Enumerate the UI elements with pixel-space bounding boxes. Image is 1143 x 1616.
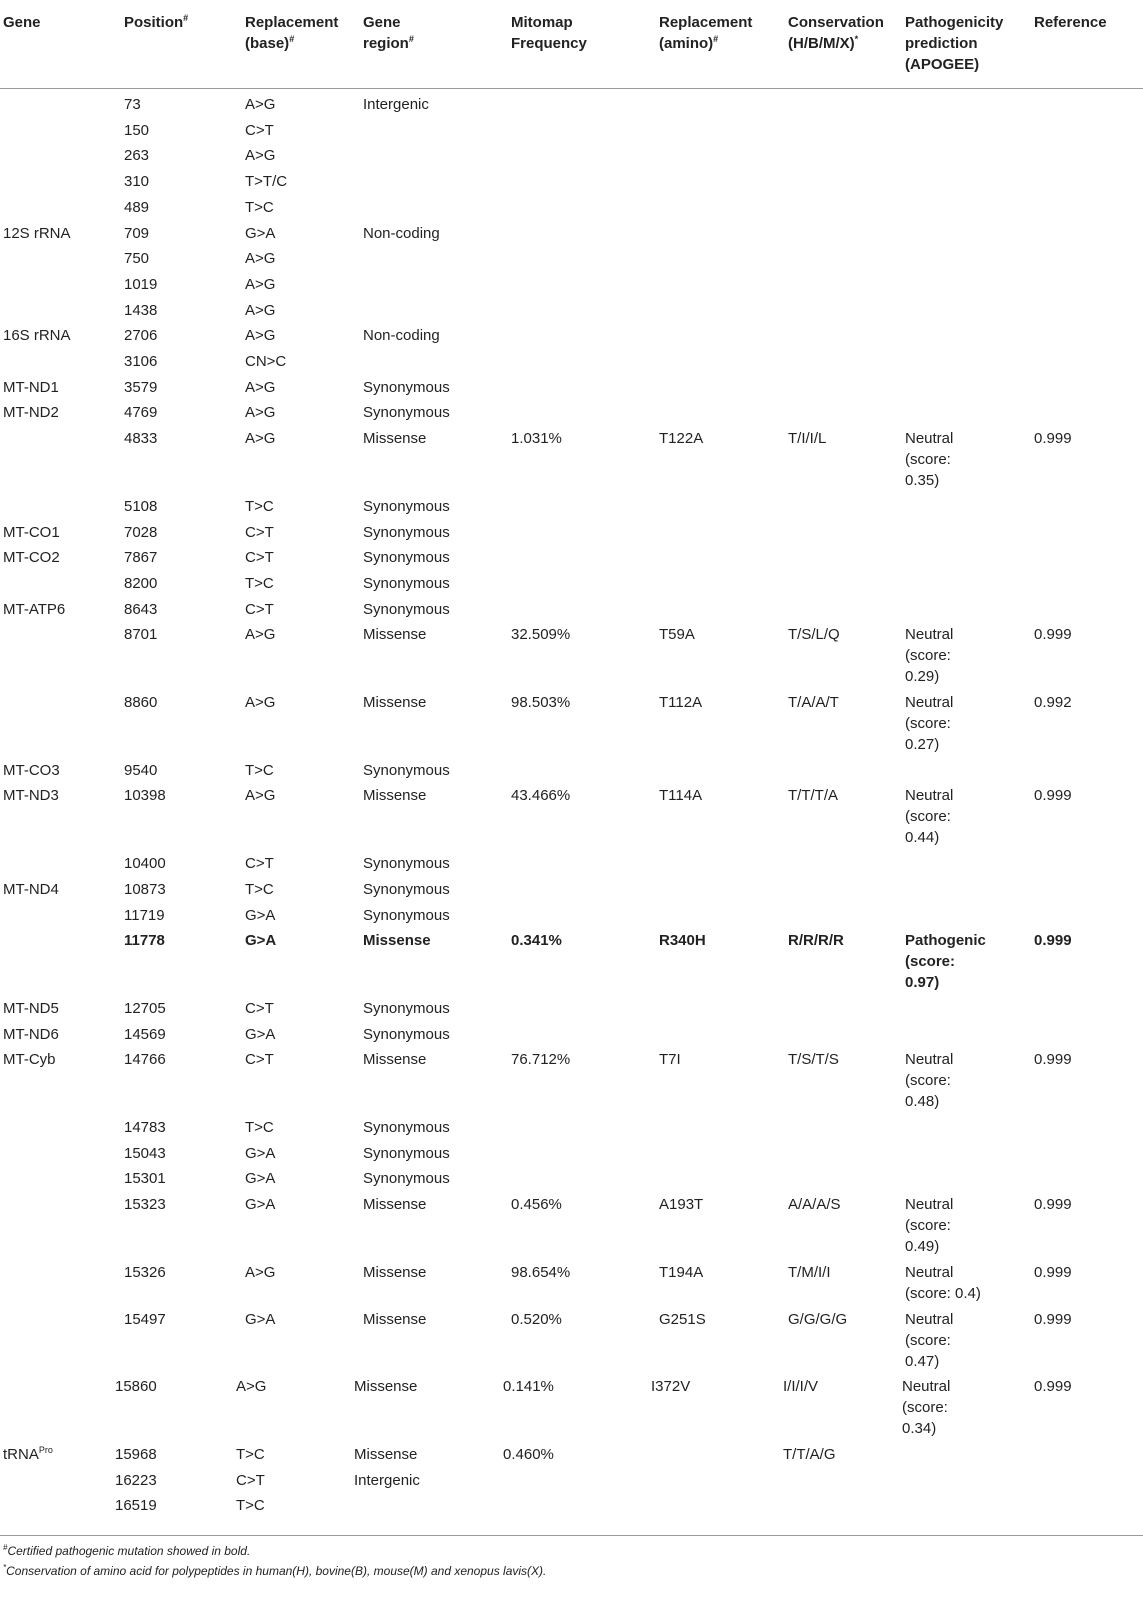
table-row — [0, 930, 1143, 998]
cell-ref: 0.999 — [1034, 932, 1072, 950]
cell-ref: 0.999 — [1034, 430, 1072, 448]
cell-position: 8200 — [124, 574, 158, 592]
cell-region: Intergenic — [363, 96, 429, 113]
cell-position: 5108 — [124, 497, 158, 515]
cell-region: Synonymous — [363, 574, 450, 592]
cell-base: T>C — [245, 198, 274, 216]
cell-region: Synonymous — [363, 523, 450, 541]
cell-amino: T7I — [659, 1051, 681, 1069]
cell-region: Missense — [363, 932, 431, 950]
cell-pathogenicity — [902, 1376, 950, 1439]
cell-base: G>A — [245, 1144, 276, 1162]
table-row — [0, 1049, 1143, 1117]
cell-base: A>G — [245, 1263, 276, 1281]
table-row — [0, 351, 1143, 377]
cell-gene: MT-ND6 — [3, 1025, 59, 1043]
cell-pathogenicity-line: (score: — [905, 1217, 951, 1235]
footnote-bold: #Certified pathogenic mutation showed in bold. — [3, 1543, 251, 1558]
cell-region: Synonymous — [363, 880, 450, 898]
cell-position: 15497 — [124, 1310, 166, 1328]
cell-base: A>G — [245, 787, 276, 805]
cell-region: Missense — [363, 626, 427, 644]
cell-gene: MT-Cyb — [3, 1051, 56, 1069]
header-gene: Gene — [3, 14, 41, 31]
table-row — [0, 325, 1143, 351]
cell-pathogenicity-line: Neutral — [905, 1310, 954, 1328]
cell-cons: A/A/A/S — [788, 1196, 841, 1214]
cell-position: 73 — [124, 96, 141, 113]
cell-region: Synonymous — [363, 378, 450, 396]
cell-amino: T194A — [659, 1263, 704, 1281]
cell-region: Synonymous — [363, 1119, 450, 1136]
table-row — [0, 171, 1143, 197]
cell-pathogenicity-line: Neutral — [902, 1378, 951, 1396]
cell-amino: T114A — [659, 787, 703, 805]
cell-position: 10873 — [124, 880, 166, 898]
table-row — [0, 274, 1143, 300]
cell-gene-superscript: Pro — [38, 1444, 53, 1455]
cell-position: 709 — [124, 224, 150, 242]
header-pathogenicity: Pathogenicity prediction (APOGEE) — [905, 14, 1004, 73]
table-row — [0, 248, 1143, 274]
cell-position: 11719 — [124, 906, 165, 924]
cell-gene: MT-CO3 — [3, 761, 60, 779]
cell-pathogenicity-line: (score: — [905, 1331, 951, 1349]
table-bottom-rule — [0, 1535, 1143, 1536]
cell-region: Synonymous — [363, 1144, 450, 1162]
cell-cons: G/G/G/G — [788, 1310, 848, 1328]
cell-pathogenicity — [905, 428, 953, 491]
cell-position: 15860 — [115, 1378, 157, 1396]
cell-position: 8643 — [124, 600, 158, 618]
table-row — [0, 573, 1143, 599]
cell-position: 750 — [124, 250, 150, 268]
cell-cons: I/I/I/V — [783, 1378, 819, 1396]
cell-amino: T122A — [659, 430, 704, 448]
cell-position: 14766 — [124, 1051, 166, 1069]
cell-pathogenicity — [905, 1049, 953, 1112]
cell-ref: 0.999 — [1034, 1196, 1072, 1214]
table-row — [0, 496, 1143, 522]
cell-amino: I372V — [651, 1378, 691, 1396]
header-position: Position# — [124, 13, 189, 31]
cell-position: 4833 — [124, 430, 158, 448]
cell-position: 15968 — [115, 1445, 157, 1463]
cell-freq: 1.031% — [511, 430, 562, 448]
cell-base: A>G — [245, 250, 276, 268]
cell-base: A>G — [245, 694, 276, 711]
table-row — [0, 120, 1143, 146]
cell-pathogenicity-line: 0.47) — [905, 1352, 940, 1370]
cell-base: A>G — [245, 404, 276, 422]
cell-position: 8701 — [124, 626, 158, 644]
cell-region: Synonymous — [363, 600, 450, 618]
table-row — [0, 300, 1143, 326]
cell-gene: 16S rRNA — [3, 327, 71, 345]
cell-gene: MT-CO1 — [3, 523, 60, 541]
header-conservation: Conservation (H/B/M/X)* — [788, 14, 884, 52]
cell-position: 1019 — [124, 275, 158, 293]
cell-base: A>G — [245, 378, 276, 396]
table-row — [0, 1194, 1143, 1262]
table-row — [0, 905, 1143, 931]
cell-region: Synonymous — [363, 497, 450, 515]
cell-base: C>T — [245, 999, 274, 1017]
cell-position: 11778 — [124, 932, 165, 950]
table-row — [0, 402, 1143, 428]
cell-ref: 0.999 — [1034, 626, 1072, 644]
cell-cons: T/T/T/A — [788, 787, 838, 805]
cell-position: 4769 — [124, 404, 158, 422]
table-row — [0, 1309, 1143, 1377]
cell-position: 15326 — [124, 1263, 166, 1281]
cell-cons: T/I/I/L — [788, 430, 827, 448]
cell-base: G>A — [245, 1170, 276, 1188]
cell-base: C>T — [245, 600, 274, 618]
cell-region: Synonymous — [363, 549, 450, 567]
table-row — [0, 760, 1143, 786]
cell-position: 489 — [124, 198, 150, 216]
cell-pathogenicity-line: Pathogenic — [905, 932, 986, 950]
cell-region: Missense — [363, 787, 427, 805]
cell-pathogenicity-line: Neutral — [905, 694, 954, 711]
cell-cons: T/M/I/I — [788, 1263, 831, 1281]
cell-gene: MT-ATP6 — [3, 600, 66, 618]
cell-freq: 32.509% — [511, 626, 571, 644]
table-row — [0, 1376, 1143, 1444]
cell-ref: 0.999 — [1034, 1051, 1072, 1069]
cell-region: Missense — [354, 1378, 418, 1396]
cell-base: G>A — [245, 1310, 276, 1328]
cell-base: T>C — [245, 761, 274, 779]
cell-position: 1438 — [124, 301, 158, 319]
table-row — [0, 692, 1143, 760]
cell-base: A>G — [245, 275, 276, 293]
cell-pathogenicity-line: (score: — [902, 1399, 948, 1417]
table-row — [0, 377, 1143, 403]
cell-pathogenicity-line: 0.49) — [905, 1238, 940, 1256]
table-row — [0, 522, 1143, 548]
cell-ref: 0.999 — [1034, 1263, 1072, 1281]
cell-gene: MT-CO2 — [3, 549, 60, 567]
cell-base: C>T — [245, 1051, 274, 1069]
cell-cons: T/A/A/T — [788, 694, 839, 711]
cell-region: Synonymous — [363, 761, 450, 779]
cell-region: Intergenic — [354, 1471, 420, 1489]
cell-pathogenicity-line: 0.48) — [905, 1093, 940, 1111]
cell-position: 15043 — [124, 1144, 166, 1162]
header-replacement-amino: Replacement (amino)# — [659, 14, 753, 52]
cell-pathogenicity-line: Neutral — [905, 787, 954, 805]
footnote-conservation: *Conservation of amino acid for polypeptides in human(H), bovine(B), mouse(M) and xenopus lavis(X). — [3, 1563, 547, 1578]
cell-base: C>T — [236, 1471, 265, 1489]
cell-base: G>A — [245, 1196, 276, 1214]
cell-base: G>A — [245, 906, 276, 924]
table-row — [0, 145, 1143, 171]
cell-pathogenicity — [905, 624, 953, 687]
cell-pathogenicity-line: Neutral — [905, 626, 954, 644]
cell-cons: R/R/R/R — [788, 932, 844, 950]
cell-position: 8860 — [124, 694, 158, 711]
cell-region: Missense — [363, 694, 427, 711]
cell-position: 150 — [124, 121, 150, 139]
cell-gene: MT-ND5 — [3, 999, 59, 1017]
cell-amino: T59A — [659, 626, 695, 644]
cell-pathogenicity — [905, 1262, 981, 1304]
cell-freq: 0.141% — [503, 1378, 554, 1396]
cell-region: Synonymous — [363, 1025, 450, 1043]
cell-cons: T/T/A/G — [783, 1445, 836, 1463]
cell-pathogenicity — [905, 1309, 953, 1372]
cell-base: A>G — [245, 301, 276, 319]
cell-position: 310 — [124, 173, 150, 191]
cell-region: Synonymous — [363, 906, 450, 924]
cell-position: 16223 — [115, 1471, 157, 1489]
table-row — [0, 624, 1143, 692]
cell-position: 10400 — [124, 855, 166, 873]
cell-position: 7028 — [124, 523, 158, 541]
cell-base: C>T — [245, 523, 274, 541]
cell-base: A>G — [245, 626, 276, 644]
cell-base: T>C — [245, 1119, 274, 1136]
cell-freq: 98.654% — [511, 1263, 571, 1281]
cell-pathogenicity-line: (score: — [905, 715, 951, 732]
cell-pathogenicity-line: (score: — [905, 451, 951, 469]
cell-region: Missense — [363, 1310, 427, 1328]
cell-freq: 43.466% — [511, 787, 571, 805]
cell-freq: 0.520% — [511, 1310, 562, 1328]
cell-position: 9540 — [124, 761, 158, 779]
cell-gene: MT-ND4 — [3, 880, 59, 898]
cell-pathogenicity-line: 0.35) — [905, 472, 940, 490]
cell-cons: T/S/L/Q — [788, 626, 840, 644]
cell-base: G>A — [245, 224, 276, 242]
cell-ref: 0.999 — [1034, 1310, 1072, 1328]
cell-pathogenicity-line: (score: — [905, 647, 951, 665]
header-replacement-base: Replacement (base)# — [245, 14, 339, 52]
table-row — [0, 879, 1143, 905]
table-row — [0, 1024, 1143, 1050]
cell-base: T>C — [236, 1497, 265, 1515]
header-gene-region: Gene region# — [363, 14, 414, 52]
cell-base: A>G — [245, 96, 276, 113]
cell-base: C>T — [245, 121, 274, 139]
table-row — [0, 1444, 1143, 1470]
cell-pathogenicity-line: Neutral — [905, 1196, 954, 1214]
cell-amino: G251S — [659, 1310, 706, 1328]
cell-gene: tRNA$^{Pro}$ — [3, 1444, 53, 1463]
table-row — [0, 1168, 1143, 1194]
cell-region: Missense — [354, 1445, 418, 1463]
cell-position: 15301 — [124, 1170, 166, 1188]
cell-amino: A193T — [659, 1196, 704, 1214]
cell-region: Missense — [363, 1263, 427, 1281]
cell-amino: R340H — [659, 932, 706, 950]
cell-pathogenicity-line: 0.27) — [905, 736, 940, 753]
cell-freq: 0.460% — [503, 1445, 554, 1463]
cell-pathogenicity-line: 0.44) — [905, 829, 940, 847]
cell-freq: 76.712% — [511, 1051, 571, 1069]
cell-pathogenicity-line: Neutral — [905, 1263, 954, 1281]
cell-base: G>A — [245, 932, 277, 950]
table-row — [0, 1495, 1143, 1521]
cell-position: 16519 — [115, 1497, 157, 1515]
cell-base: C>T — [245, 549, 274, 567]
cell-base: T>T/C — [245, 173, 288, 191]
cell-base: A>G — [245, 147, 276, 165]
header-reference: Reference — [1034, 14, 1107, 31]
cell-base: A>G — [245, 327, 276, 345]
cell-gene: 12S rRNA — [3, 224, 71, 242]
cell-base: G>A — [245, 1025, 276, 1043]
cell-ref: 0.992 — [1034, 694, 1072, 711]
cell-position: 263 — [124, 147, 150, 165]
cell-base: A>G — [245, 430, 276, 448]
table-row — [0, 1143, 1143, 1169]
table-row — [0, 998, 1143, 1024]
table-row — [0, 547, 1143, 573]
table-row — [0, 1262, 1143, 1309]
cell-ref: 0.999 — [1034, 1378, 1072, 1396]
cell-pathogenicity-line: (score: 0.4) — [905, 1284, 981, 1302]
cell-position: 10398 — [124, 787, 166, 805]
table-row — [0, 1470, 1143, 1496]
cell-pathogenicity — [905, 692, 953, 755]
table-row — [0, 1117, 1143, 1143]
cell-base: T>C — [245, 497, 274, 515]
cell-base: CN>C — [245, 353, 287, 370]
table-row — [0, 223, 1143, 249]
cell-cons: T/S/T/S — [788, 1051, 839, 1069]
table-row — [0, 428, 1143, 496]
cell-pathogenicity-line: Neutral — [905, 1051, 954, 1069]
table-row — [0, 853, 1143, 879]
cell-region: Synonymous — [363, 999, 450, 1017]
table-header — [0, 0, 1143, 89]
cell-region: Synonymous — [363, 855, 450, 873]
cell-freq: 98.503% — [511, 694, 571, 711]
cell-freq: 0.456% — [511, 1196, 562, 1214]
cell-position: 2706 — [124, 327, 158, 345]
cell-pathogenicity — [905, 1194, 953, 1257]
cell-position: 12705 — [124, 999, 166, 1017]
cell-region: Non-coding — [363, 224, 440, 242]
cell-region: Missense — [363, 1051, 427, 1069]
cell-position: 3106 — [124, 353, 158, 370]
cell-pathogenicity-line: (score: — [905, 1072, 951, 1090]
cell-pathogenicity — [905, 930, 986, 993]
cell-pathogenicity-line: 0.29) — [905, 668, 940, 686]
cell-base: T>C — [245, 880, 274, 898]
cell-base: C>T — [245, 855, 274, 873]
cell-pathogenicity-line: (score: — [905, 953, 956, 971]
cell-freq: 0.341% — [511, 932, 562, 950]
cell-region: Missense — [363, 430, 427, 448]
cell-region: Synonymous — [363, 1170, 450, 1188]
cell-pathogenicity-line: 0.34) — [902, 1420, 937, 1438]
cell-position: 7867 — [124, 549, 158, 567]
cell-pathogenicity-line: Neutral — [905, 430, 954, 448]
cell-base: T>C — [245, 574, 274, 592]
cell-region: Missense — [363, 1196, 427, 1214]
header-mitomap-frequency: Mitomap Frequency — [511, 14, 587, 52]
cell-pathogenicity-line: 0.97) — [905, 974, 940, 992]
cell-pathogenicity-line: (score: — [905, 808, 951, 826]
cell-base: T>C — [236, 1445, 265, 1463]
table-row — [0, 785, 1143, 853]
cell-position: 15323 — [124, 1196, 166, 1214]
cell-region: Non-coding — [363, 327, 440, 345]
cell-gene: MT-ND2 — [3, 404, 59, 422]
table-row — [0, 197, 1143, 223]
cell-amino: T112A — [659, 694, 703, 711]
cell-position: 14569 — [124, 1025, 166, 1043]
cell-gene: MT-ND3 — [3, 787, 59, 805]
cell-region: Synonymous — [363, 404, 450, 422]
cell-gene: MT-ND1 — [3, 378, 59, 396]
cell-base: A>G — [236, 1378, 267, 1396]
cell-position: 14783 — [124, 1119, 166, 1136]
cell-position: 3579 — [124, 378, 158, 396]
cell-pathogenicity — [905, 785, 953, 848]
cell-ref: 0.999 — [1034, 787, 1072, 805]
table-row — [0, 94, 1143, 120]
table-row — [0, 599, 1143, 625]
